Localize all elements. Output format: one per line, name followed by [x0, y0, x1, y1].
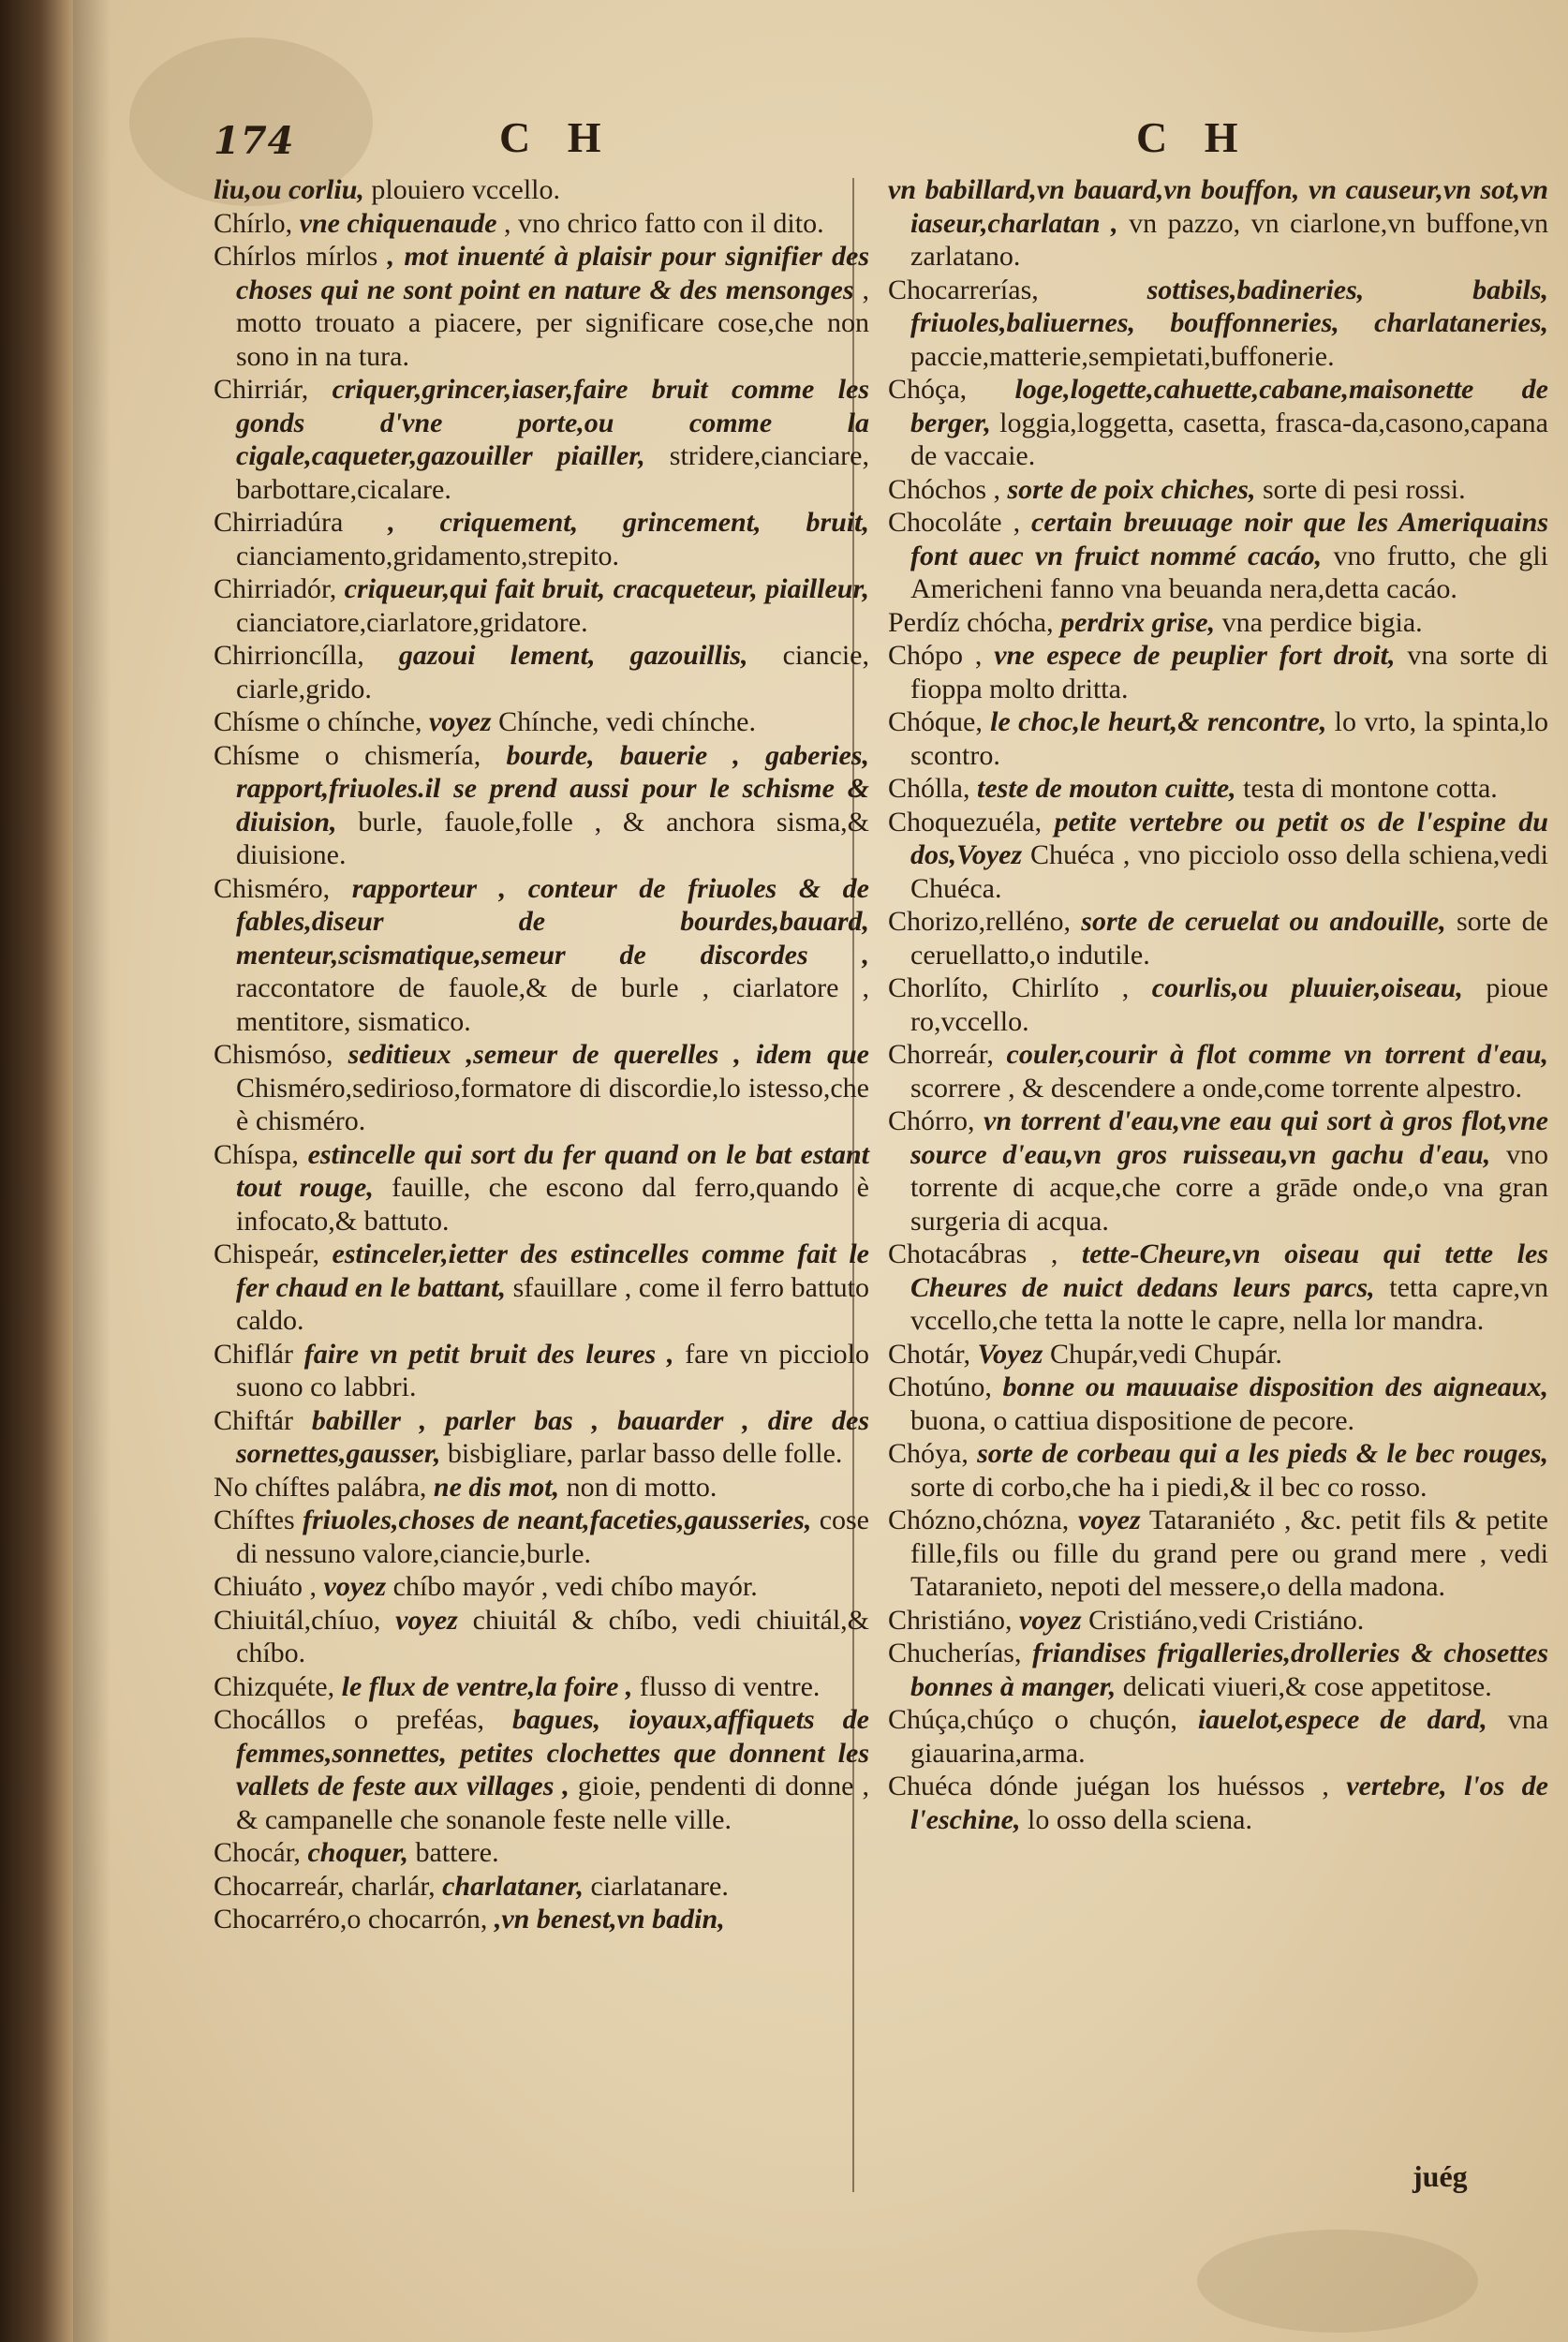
french-gloss: voyez	[317, 1571, 387, 1602]
dictionary-entry	[214, 705, 869, 739]
dictionary-entry	[888, 1770, 1548, 1836]
italian-gloss: cose di nessuno valore,ciancie,burle.	[236, 1505, 869, 1569]
dictionary-page	[73, 0, 1568, 2342]
french-gloss: voyez	[1012, 1604, 1082, 1636]
french-gloss: vne espece de peuplier fort droit,	[982, 640, 1396, 671]
french-gloss: certain breuuage noir que les Ameriquains font auec vn fruict nommé cacáo,	[910, 507, 1548, 571]
headword: Chocarréro,o chocarrón,	[214, 1904, 488, 1934]
headword: Chózno,chózna,	[888, 1505, 1070, 1535]
right-column	[888, 173, 1548, 1836]
headword: Chóchos ,	[888, 473, 1000, 505]
italian-gloss: plouiero vccello.	[363, 174, 560, 205]
french-gloss: bonne ou mauuaise disposition des aigneaux,	[991, 1371, 1548, 1402]
dictionary-entry	[888, 274, 1548, 374]
headword: Chiflár	[214, 1338, 293, 1370]
dictionary-entry	[888, 1437, 1548, 1504]
dictionary-entry	[888, 1703, 1548, 1770]
dictionary-entry	[214, 1238, 869, 1338]
french-gloss: choquer,	[300, 1837, 408, 1868]
headword: Chotár,	[888, 1338, 970, 1370]
italian-gloss: vno frutto, che gli Americheni fanno vna beuanda nera,detta cacáo.	[910, 540, 1548, 604]
french-gloss: loge,logette,cahuette,cabane,maisonette de berger,	[910, 374, 1548, 438]
dictionary-entry	[888, 506, 1548, 606]
headword: Chirrioncílla,	[214, 640, 364, 671]
french-gloss: vn babillard,vn bauard,vn bouffon, vn causeur,vn sot,vn iaseur,charlatan ,	[888, 174, 1548, 239]
page-number: 174	[214, 119, 295, 163]
headword: Chucherías,	[888, 1638, 1022, 1668]
dictionary-entry	[214, 1404, 869, 1471]
headword: Chiuitál,chíuo,	[214, 1604, 381, 1636]
dictionary-entry	[888, 971, 1548, 1038]
dictionary-entry	[888, 905, 1548, 971]
dictionary-entry	[214, 1604, 869, 1670]
headword: Chizquéte,	[214, 1670, 335, 1702]
dictionary-entry	[214, 872, 869, 1039]
italian-gloss: , vno chrico fatto con il dito.	[496, 207, 824, 239]
french-gloss: friuoles,choses de neant,faceties,gausseries,	[294, 1505, 812, 1535]
italian-gloss: testa di montone cotta.	[1235, 773, 1498, 804]
italian-gloss: Chuéca , vno picciolo osso della schiena,vedi Chuéca.	[910, 839, 1548, 904]
french-gloss: liu,ou corliu,	[214, 174, 364, 205]
dictionary-entry	[214, 1570, 869, 1604]
headword: Chispeár,	[214, 1238, 319, 1269]
headword: Chísme o chismería,	[214, 739, 481, 771]
italian-gloss: paccie,matterie,sempietati,buffonerie.	[910, 340, 1335, 372]
dictionary-entry	[214, 639, 869, 705]
french-gloss: , mot inuenté à plaisir pour signifier des choses qui ne sont point en nature & des mensonges	[236, 241, 870, 305]
french-gloss: teste de mouton cuitte,	[969, 773, 1236, 804]
french-gloss: friandises frigalleries,drolleries & chosettes bonnes à manger,	[910, 1638, 1548, 1702]
french-gloss: babiller , parler bas , bauarder , dire des sornettes,gausser,	[236, 1404, 869, 1469]
italian-gloss: fauille, che escono dal ferro,quando è infocato,& battuto.	[236, 1172, 870, 1237]
dictionary-entry	[888, 806, 1548, 906]
italian-gloss: Chisméro,sedirioso,formatore di discordie,lo istesso,che è chisméro.	[236, 1072, 869, 1136]
french-gloss: bagues, ioyaux,affiquets de femmes,sonnettes, petites clochettes que donnent les vallets de feste aux villages ,	[236, 1704, 870, 1801]
headword: Chocár,	[214, 1837, 301, 1868]
dictionary-entry	[214, 1504, 869, 1570]
dictionary-entry	[888, 1371, 1548, 1437]
headword: Chísme o chínche,	[214, 706, 422, 737]
headword: Chirriadór,	[214, 573, 337, 604]
headword: Chíspa,	[214, 1138, 299, 1170]
headword: Chorreár,	[888, 1039, 994, 1070]
left-column	[214, 173, 869, 1936]
italian-gloss: flusso di ventre.	[632, 1670, 821, 1702]
french-gloss: criqueur,qui fait bruit, cracqueteur, piailleur,	[336, 573, 869, 604]
italian-gloss: Cristiáno,vedi Cristiáno.	[1081, 1604, 1365, 1636]
french-gloss: criquer,grincer,iaser,faire bruit comme les gonds d'vne porte,ou comme la cigale,caqueter,gazouiller piailler,	[236, 374, 869, 471]
dictionary-entry	[214, 572, 869, 639]
dictionary-entry	[888, 1104, 1548, 1238]
dictionary-entry	[214, 207, 869, 241]
dictionary-entry	[214, 1471, 869, 1505]
french-gloss: estincelle qui sort du fer quand on le bat estant tout rouge,	[236, 1138, 869, 1203]
italian-gloss: cianciamento,gridamento,strepito.	[236, 540, 620, 571]
dictionary-entry	[214, 1870, 869, 1904]
headword: Choquezuéla,	[888, 806, 1043, 837]
italian-gloss: , motto trouato a piacere, per significare cose,che non sono in na tura.	[236, 274, 870, 372]
italian-gloss: fare vn picciolo suono co labbri.	[236, 1338, 869, 1402]
dictionary-entry	[214, 1703, 869, 1836]
headword: Chiuáto ,	[214, 1571, 317, 1602]
headword: Chismóso,	[214, 1039, 333, 1070]
french-gloss: estinceler,ietter des estincelles comme fait le fer chaud en le battant,	[236, 1238, 869, 1303]
dictionary-entry	[888, 639, 1548, 705]
italian-gloss: burle, fauole,folle , & anchora sisma,& diuisione.	[236, 806, 869, 870]
headword: Chóya,	[888, 1438, 969, 1469]
italian-gloss: vna giauarina,arma.	[910, 1704, 1549, 1769]
catchword: juég	[1413, 2159, 1468, 2193]
french-gloss: Voyez	[969, 1338, 1043, 1370]
dictionary-entry	[214, 1038, 869, 1138]
italian-gloss: chíbo mayór , vedi chíbo mayór.	[386, 1571, 758, 1602]
french-gloss: perdrix grise,	[1053, 606, 1216, 638]
headword: Chirriadúra	[214, 507, 344, 538]
dictionary-entry	[888, 1038, 1548, 1104]
french-gloss: couler,courir à flot comme vn torrent d'eau,	[993, 1039, 1548, 1070]
french-gloss: voyez	[380, 1604, 458, 1636]
book-binding-edge	[0, 0, 73, 2342]
french-gloss: ne dis mot,	[426, 1471, 560, 1503]
french-gloss: vne chiquenaude	[292, 207, 497, 239]
italian-gloss: vno torrente di acque,che corre a grāde onde,o vna gran surgeria di acqua.	[910, 1138, 1548, 1237]
spine-shadow	[73, 0, 111, 2342]
headword: Chírlo,	[214, 207, 293, 239]
dictionary-entry	[888, 1338, 1548, 1371]
headword: Chírlos mírlos	[214, 241, 378, 272]
dictionary-entry	[214, 373, 869, 506]
french-gloss: , criquement, grincement, bruit,	[343, 507, 869, 538]
headword: Chocarrerías,	[888, 274, 1039, 305]
page-header	[73, 108, 1568, 173]
italian-gloss: vna sorte di fioppa molto dritta.	[910, 640, 1548, 704]
headword: Chuéca dónde juégan los huéssos ,	[888, 1771, 1329, 1801]
dictionary-entry	[214, 1670, 869, 1704]
french-gloss: petite vertebre ou petit os de l'espine du dos,Voyez	[910, 806, 1548, 870]
italian-gloss: delicati viueri,& cose appetitose.	[1116, 1670, 1492, 1702]
dictionary-entry	[214, 1836, 869, 1870]
headword: Perdíz chócha,	[888, 606, 1054, 638]
dictionary-entry	[888, 1238, 1548, 1338]
headword: Chocoláte ,	[888, 507, 1021, 538]
dictionary-entry	[214, 739, 869, 872]
dictionary-entry	[888, 1604, 1548, 1638]
italian-gloss: battere.	[407, 1837, 499, 1868]
italian-gloss: ciarlatanare.	[583, 1870, 729, 1902]
headword: Chúça,chúço o chuçón,	[888, 1704, 1177, 1735]
french-gloss: sorte de poix chiches,	[1000, 473, 1256, 505]
italian-gloss: lo osso della sciena.	[1020, 1803, 1252, 1835]
headword: Chópo ,	[888, 640, 983, 671]
italian-gloss: tetta capre,vn vccello,che tetta la notte le capre, nella lor mandra.	[910, 1271, 1548, 1336]
italian-gloss: chiuitál & chíbo, vedi chiuitál,& chíbo.	[236, 1604, 869, 1668]
italian-gloss: Chupár,vedi Chupár.	[1043, 1338, 1282, 1370]
dictionary-entry	[888, 772, 1548, 806]
italian-gloss: sorte di corbo,che ha i piedi,& il bec co rosso.	[910, 1471, 1427, 1503]
headword: Chotúno,	[888, 1371, 992, 1402]
french-gloss: sorte de corbeau qui a les pieds & le bec rouges,	[968, 1438, 1548, 1469]
italian-gloss: scorrere , & descendere a onde,come torrente alpestro.	[910, 1072, 1523, 1104]
french-gloss: rapporteur , conteur de friuoles & de fables,diseur de bourdes,bauard, menteur,scismatique,semeur de discordes ,	[236, 872, 869, 971]
italian-gloss: non di motto.	[559, 1471, 717, 1503]
dictionary-entry	[888, 473, 1548, 507]
italian-gloss: lo vrto, la spinta,lo scontro.	[910, 706, 1548, 771]
italian-gloss: raccontatore de fauole,& de burle , ciarlatore , mentitore, sismatico.	[236, 972, 869, 1037]
italian-gloss: sorte de ceruellatto,o indutile.	[910, 906, 1548, 971]
italian-gloss: bisbigliare, parlar basso delle folle.	[440, 1438, 843, 1469]
french-gloss: le choc,le heurt,& rencontre,	[982, 706, 1327, 737]
headword: Chólla,	[888, 773, 970, 804]
dictionary-entry	[888, 1637, 1548, 1703]
page-stain	[1197, 2230, 1478, 2333]
headword: Chiftár	[214, 1404, 293, 1436]
french-gloss: voyez	[422, 706, 492, 737]
italian-gloss: vn pazzo, vn ciarlone,vn buffone,vn zarlatano.	[910, 207, 1549, 272]
dictionary-entry	[888, 373, 1548, 473]
headword: Chórro,	[888, 1105, 975, 1136]
headword: Chóça,	[888, 374, 968, 405]
french-gloss: tette-Cheure,vn oiseau qui tette les Cheures de nuict dedans leurs parcs,	[910, 1238, 1548, 1303]
italian-gloss: gioie, pendenti di donne , & campanelle che sonanole feste nelle ville.	[236, 1771, 869, 1835]
dictionary-entry	[214, 1903, 869, 1936]
italian-gloss: buona, o cattiua dispositione de pecore.	[910, 1404, 1355, 1436]
french-gloss: voyez	[1069, 1505, 1141, 1535]
italian-gloss: cianciatore,ciarlatore,gridatore.	[236, 606, 588, 638]
italian-gloss: stridere,cianciare, barbottare,cicalare.	[236, 440, 869, 505]
headword: Chotacábras ,	[888, 1238, 1058, 1269]
dictionary-entry	[214, 240, 869, 373]
french-gloss: bourde, bauerie , gaberies, rapport,friuoles.il se prend aussi pour le schisme & diuision,	[236, 739, 869, 837]
french-gloss: charlataner,	[435, 1870, 584, 1902]
italian-gloss: sorte di pesi rossi.	[1255, 473, 1466, 505]
french-gloss: sorte de ceruelat ou andouille,	[1070, 906, 1446, 937]
french-gloss: sottises,badineries, babils, friuoles,baliuernes, bouffonneries, charlataneries,	[910, 274, 1548, 338]
running-head-left: C H	[499, 113, 614, 161]
dictionary-entry	[888, 606, 1548, 640]
french-gloss: gazoui lement, gazouillis,	[363, 640, 748, 671]
french-gloss: seditieux ,semeur de querelles , idem que	[333, 1039, 869, 1070]
headword: Chocarreár, charlár,	[214, 1870, 436, 1902]
italian-gloss: vna perdice bigia.	[1215, 606, 1423, 638]
french-gloss: faire vn petit bruit des leures ,	[292, 1338, 674, 1370]
french-gloss: courlis,ou pluuier,oiseau,	[1129, 972, 1463, 1003]
headword: Chóque,	[888, 706, 983, 737]
french-gloss: le flux de ventre,la foire ,	[334, 1670, 633, 1702]
french-gloss: vn torrent d'eau,vne eau qui sort à gros flot,vne source d'eau,vn gros ruisseau,vn gachu d'eau,	[910, 1105, 1548, 1170]
headword: Christiáno,	[888, 1604, 1013, 1636]
italian-gloss: Chínche, vedi chínche.	[491, 706, 756, 737]
dictionary-entry	[214, 173, 869, 207]
french-gloss: iauelot,espece de dard,	[1176, 1704, 1487, 1735]
dictionary-entry	[214, 1338, 869, 1404]
italian-gloss: pioue ro,vccello.	[910, 972, 1548, 1037]
dictionary-entry	[214, 506, 869, 572]
running-head-right: C H	[1136, 113, 1251, 161]
headword: Chirriár,	[214, 374, 309, 405]
headword: Chisméro,	[214, 872, 331, 904]
dictionary-entry	[214, 1138, 869, 1238]
italian-gloss: loggia,loggetta, casetta, frasca-da,casono,capana de vaccaie.	[910, 407, 1548, 471]
italian-gloss: Tataraniéto , &c. petit fils & petite fille,fils ou fille du grand pere ou grand mere , vedi Tataranieto, nepoti del messere,o della madona.	[910, 1505, 1548, 1602]
italian-gloss: ciancie, ciarle,grido.	[236, 640, 869, 704]
french-gloss: ,vn benest,vn badin,	[487, 1904, 725, 1934]
dictionary-entry	[888, 705, 1548, 772]
italian-gloss: sfauillare , come il ferro battuto caldo.	[236, 1271, 869, 1336]
headword: Chocállos o preféas,	[214, 1704, 485, 1735]
headword: Chorizo,relléno,	[888, 906, 1071, 937]
headword: Chíftes	[214, 1505, 295, 1535]
headword: Chorlíto, Chirlíto ,	[888, 972, 1130, 1003]
dictionary-entry	[888, 173, 1548, 274]
headword: No chíftes palábra,	[214, 1471, 427, 1503]
dictionary-entry	[888, 1504, 1548, 1604]
french-gloss: vertebre, l'os de l'eschine,	[910, 1771, 1548, 1835]
